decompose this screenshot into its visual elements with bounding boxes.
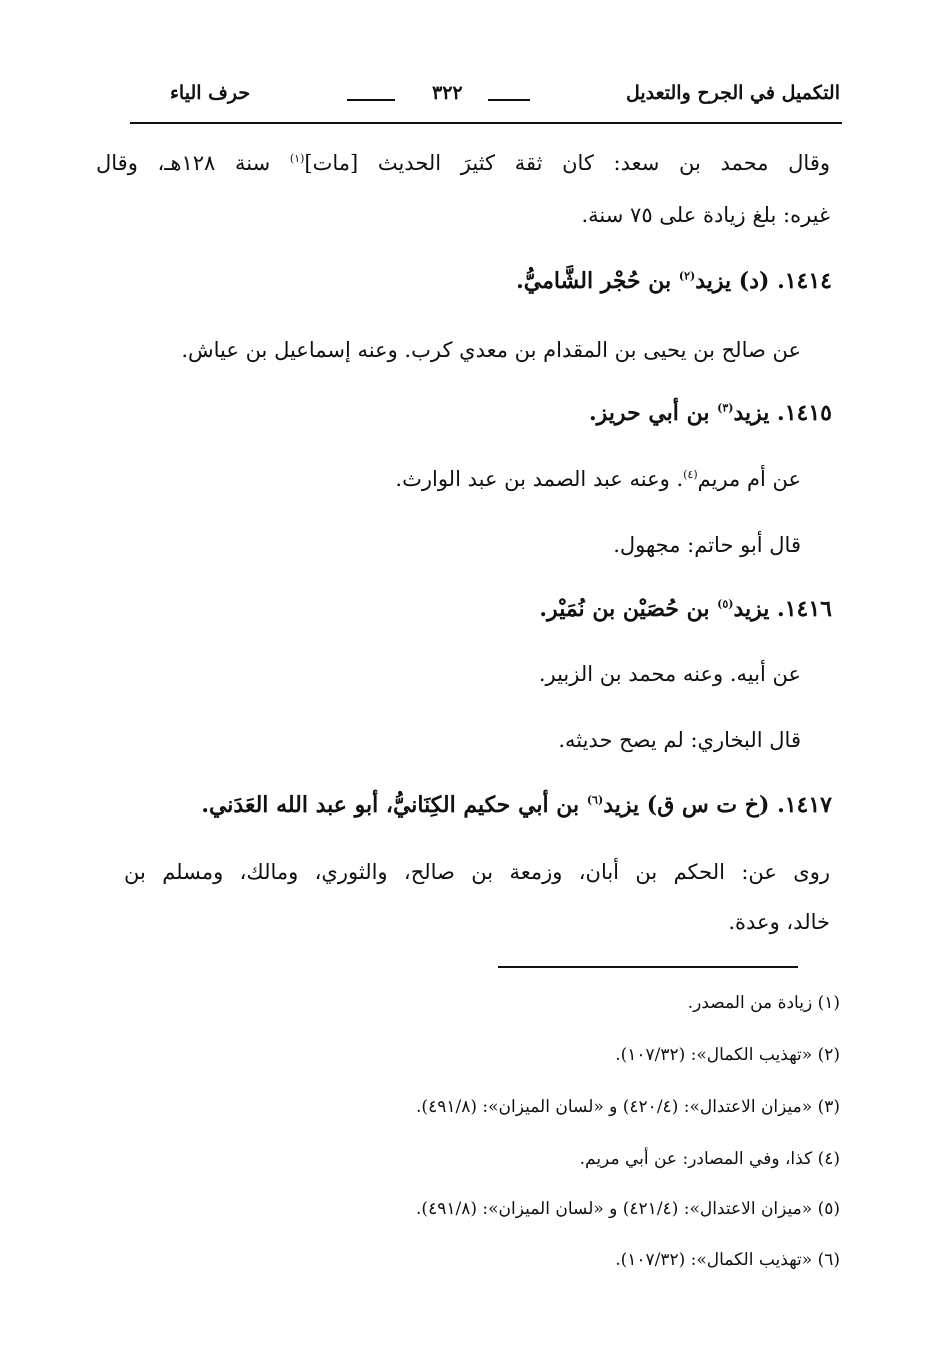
entry-heading-1416: ١٤١٦. يزيد$^{(٥)}$ بن حُصَيْن بن نُمَيْر. — [539, 596, 832, 622]
book-title: التكميل في الجرح والتعديل — [625, 82, 840, 104]
text-line: روى عن: الحكم بن أبان، وزمعة بن صالح، والثوري، ومالك، ومسلم بن — [124, 860, 830, 884]
text-line: عن أبيه. وعنه محمد بن الزبير. — [538, 662, 801, 686]
footnote-text: كذا، وفي المصادر: عن أبي مريم. — [579, 1149, 813, 1169]
footnote-number: (٥) — [817, 1199, 840, 1219]
text-line: عن صالح بن يحيى بن المقدام بن معدي كرب. وعنه إسماعيل بن عياش. — [181, 338, 801, 362]
footnote-ref: (١) — [289, 152, 305, 165]
footnote-text: «تهذيب الكمال»: (١٠٧/٣٢). — [615, 1250, 813, 1270]
footnote — [580, 1144, 840, 1174]
footnote-ref: (٦) — [586, 793, 604, 807]
footnote — [615, 1245, 840, 1275]
text-line: قال البخاري: لم يصح حديثه. — [558, 728, 801, 752]
footnote-text: «تهذيب الكمال»: (١٠٧/٣٢). — [615, 1045, 813, 1065]
page-number: ٣٢٢ — [432, 82, 463, 104]
entry-heading-1417: ١٤١٧. (خ ت س ق) يزيد$^{(٦)}$ بن أبي حكيم الكِنَانيُّ، أبو عبد الله العَدَني. — [201, 792, 832, 818]
footnote — [688, 988, 840, 1018]
footnote-number: (٤) — [817, 1149, 840, 1169]
text-line: عن أم مريم$^{(٤)}$. وعنه عبد الصمد بن عبد الوارث. — [395, 467, 801, 491]
footnote-ref: (٣) — [717, 401, 734, 415]
footnote-number: (٣) — [817, 1097, 840, 1117]
footnote — [416, 1194, 840, 1224]
text-line: غيره: بلغ زيادة على ٧٥ سنة. — [581, 203, 830, 227]
header-rule — [130, 122, 842, 124]
entry-heading-1415: ١٤١٥. يزيد$^{(٣)}$ بن أبي حريز. — [589, 400, 832, 426]
running-header — [140, 82, 840, 116]
footnote — [416, 1092, 840, 1122]
footnote-separator — [498, 966, 798, 968]
entry-heading-1414: ١٤١٤. (د) يزيد$^{(٢)}$ بن حُجْر الشَّاميُّ. — [516, 268, 832, 294]
footnote-ref: (٥) — [717, 597, 734, 611]
footnote — [615, 1040, 840, 1070]
text-line: قال أبو حاتم: مجهول. — [613, 533, 801, 557]
text-line: وقال محمد بن سعد: كان ثقة كثيرَ الحديث [مات]$^{(١)}$ سنة ١٢٨هـ، وقال — [96, 151, 830, 175]
footnote-text: «ميزان الاعتدال»: (٤٢١/٤) و «لسان الميزان»: (٤٩١/٨). — [416, 1199, 813, 1219]
header-dash — [488, 99, 530, 101]
footnote-text: زيادة من المصدر. — [687, 993, 813, 1013]
section-title: حرف الياء — [170, 82, 251, 104]
footnote-number: (٦) — [817, 1250, 840, 1270]
footnote-number: (١) — [817, 993, 840, 1013]
footnote-ref: (٤) — [683, 468, 698, 481]
footnote-ref: (٢) — [678, 269, 696, 283]
header-dash — [347, 99, 395, 101]
footnote-number: (٢) — [817, 1045, 840, 1065]
footnote-text: «ميزان الاعتدال»: (٤٢٠/٤) و «لسان الميزان»: (٤٩١/٨). — [416, 1097, 813, 1117]
text-line: خالد، وعدة. — [728, 910, 830, 934]
